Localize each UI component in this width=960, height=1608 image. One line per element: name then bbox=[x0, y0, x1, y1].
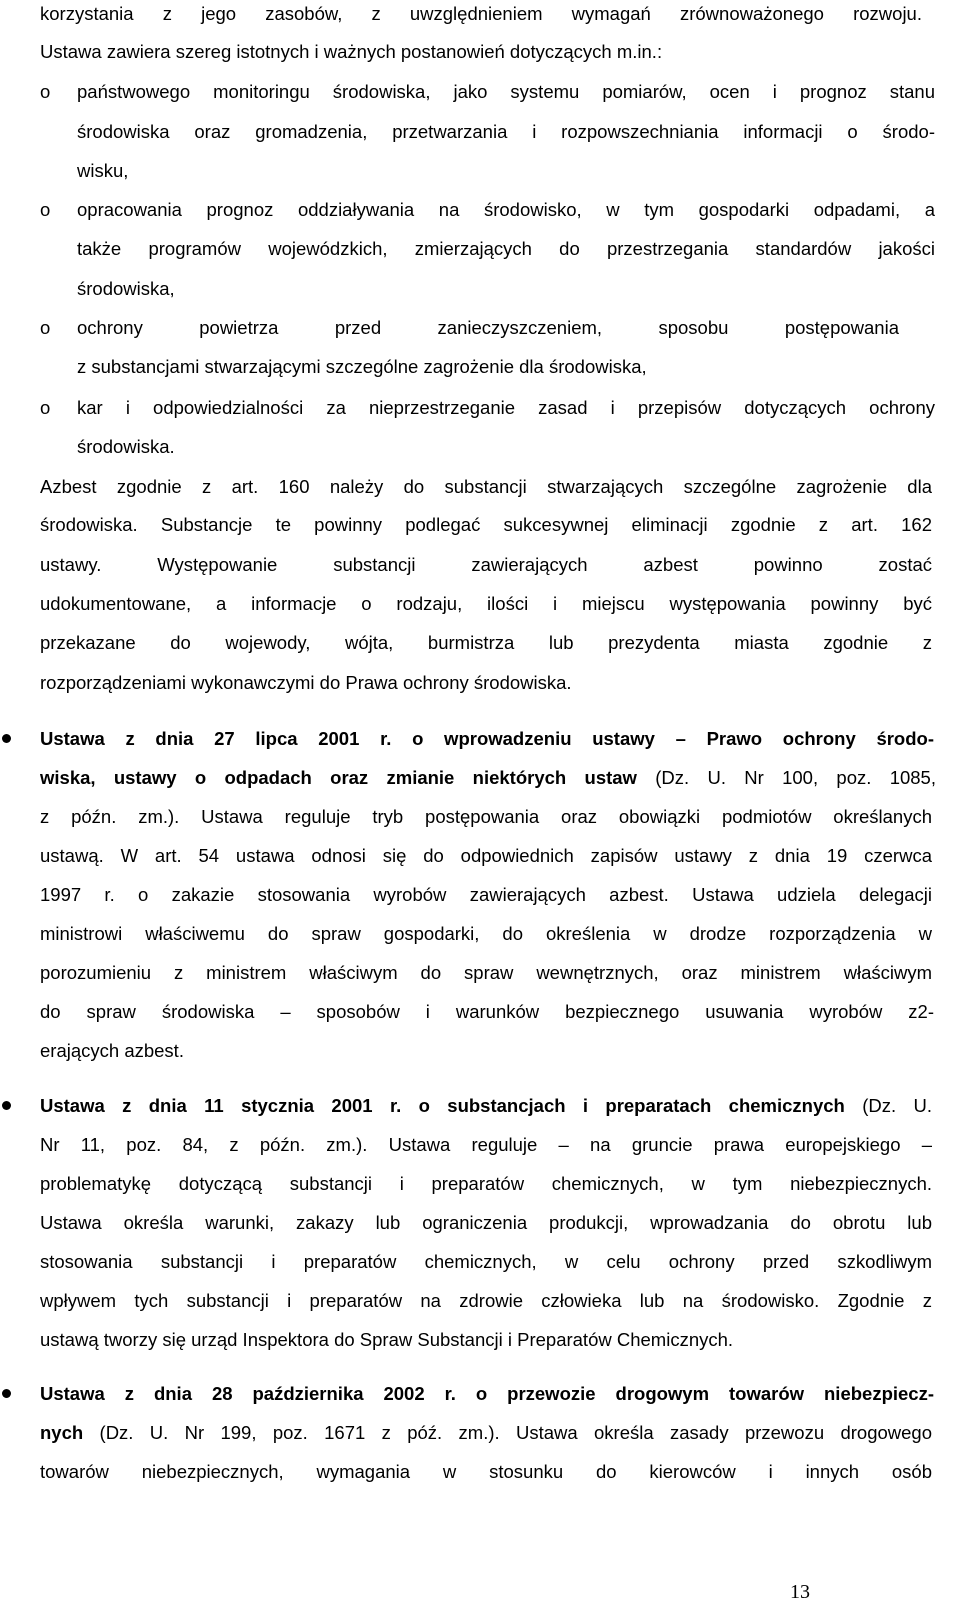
list-item-line: z substancjami stwarzającymi szczególne zagrożenie dla środowiska, bbox=[77, 356, 647, 377]
act-citation: (Dz. U. bbox=[844, 1095, 932, 1116]
intro-line: Ustawa zawiera szereg istotnych i ważnych postanowień dotyczących m.in.: bbox=[40, 41, 663, 62]
paragraph-line: udokumentowane, a informacje o rodzaju, ilości i miejscu występowania powinny być bbox=[40, 593, 932, 614]
act-line: ustawą tworzy się urząd Inspektora do Spraw Substancji i Preparatów Chemicznych. bbox=[40, 1329, 734, 1350]
act-title-continued bbox=[40, 1421, 932, 1445]
paragraph-line: ustawy. Występowanie substancji zawierających azbest powinno zostać bbox=[40, 554, 932, 575]
act-line: porozumieniu z ministrem właściwym do spraw wewnętrznych, oraz ministrem właściwym bbox=[40, 962, 932, 983]
act-title-bold: Ustawa z dnia 11 stycznia 2001 r. o substancjach i preparatach chemicznych bbox=[40, 1095, 845, 1116]
act-title-bold: nych bbox=[40, 1422, 84, 1443]
act-line: ustawą. W art. 54 ustawa odnosi się do odpowiednich zapisów ustawy z dnia 19 czerwca bbox=[40, 845, 932, 866]
intro-line: korzystania z jego zasobów, z uwzględnieniem wymagań zrównoważonego rozwoju. bbox=[40, 3, 922, 24]
sub-bullet-marker: o bbox=[40, 317, 51, 338]
list-item-line: środowiska, bbox=[77, 278, 175, 299]
act-line: 1997 r. o zakazie stosowania wyrobów zawierających azbest. Ustawa udziela delegacji bbox=[40, 884, 932, 905]
act-line: stosowania substancji i preparatów chemicznych, w celu ochrony przed szkodliwym bbox=[40, 1251, 932, 1272]
page-number: 13 bbox=[790, 1581, 810, 1603]
act-line: z późn. zm.). Ustawa reguluje tryb postępowania oraz obowiązki podmiotów określanych bbox=[40, 806, 932, 827]
bullet-dot-icon bbox=[2, 734, 11, 743]
act-line: Ustawa określa warunki, zakazy lub ograniczenia produkcji, wprowadzania do obrotu lub bbox=[40, 1212, 932, 1233]
paragraph-line: przekazane do wojewody, wójta, burmistrza lub prezydenta miasta zgodnie z bbox=[40, 632, 932, 653]
act-title bbox=[40, 1094, 932, 1118]
sub-bullet-marker: o bbox=[40, 397, 51, 418]
list-item-line: środowiska oraz gromadzenia, przetwarzania i rozpowszechniania informacji o środo- bbox=[77, 121, 935, 142]
paragraph-line: środowiska. Substancje te powinny podlegać sukcesywnej eliminacji zgodnie z art. 162 bbox=[40, 514, 932, 535]
paragraph-line: Azbest zgodnie z art. 160 należy do substancji stwarzających szczególne zagrożenie dla bbox=[40, 476, 932, 497]
act-line: towarów niebezpiecznych, wymagania w stosunku do kierowców i innych osób bbox=[40, 1461, 932, 1482]
bullet-dot-icon bbox=[2, 1389, 11, 1398]
act-line: erających azbest. bbox=[40, 1040, 184, 1061]
act-title-bold: wiska, ustawy o odpadach oraz zmianie niektórych ustaw bbox=[40, 767, 637, 788]
act-line: ministrowi właściwemu do spraw gospodarki, do określenia w drodze rozporządzenia w bbox=[40, 923, 932, 944]
sub-bullet-marker: o bbox=[40, 199, 51, 220]
list-item-line: kar i odpowiedzialności za nieprzestrzeganie zasad i przepisów dotyczących ochrony bbox=[77, 397, 935, 418]
sub-bullet-marker: o bbox=[40, 81, 51, 102]
bullet-dot-icon bbox=[2, 1101, 11, 1110]
act-title: Ustawa z dnia 27 lipca 2001 r. o wprowadzeniu ustawy – Prawo ochrony środo- bbox=[40, 728, 934, 749]
act-citation: (Dz. U. Nr 100, poz. 1085, bbox=[636, 767, 936, 788]
list-item-line: środowiska. bbox=[77, 436, 175, 457]
list-item-line: wisku, bbox=[77, 160, 129, 181]
list-item-line: opracowania prognoz oddziaływania na środowisko, w tym gospodarki odpadami, a bbox=[77, 199, 935, 220]
act-title: Ustawa z dnia 28 października 2002 r. o przewozie drogowym towarów niebezpiecz- bbox=[40, 1383, 934, 1404]
act-citation: (Dz. U. Nr 199, poz. 1671 z póź. zm.). Ustawa określa zasady przewozu drogowego bbox=[83, 1422, 932, 1443]
list-item-line: ochrony powietrza przed zanieczyszczeniem, sposobu postępowania bbox=[77, 317, 899, 338]
act-line: do spraw środowiska – sposobów i warunków bezpiecznego usuwania wyrobów z2- bbox=[40, 1001, 934, 1022]
act-line: wpływem tych substancji i preparatów na zdrowie człowieka lub na środowisko. Zgodnie z bbox=[40, 1290, 932, 1311]
list-item-line: państwowego monitoringu środowiska, jako systemu pomiarów, ocen i prognoz stanu bbox=[77, 81, 935, 102]
act-title-continued bbox=[40, 766, 936, 790]
act-line: problematykę dotyczącą substancji i preparatów chemicznych, w tym niebezpiecznych. bbox=[40, 1173, 932, 1194]
paragraph-line: rozporządzeniami wykonawczymi do Prawa ochrony środowiska. bbox=[40, 672, 572, 693]
list-item-line: także programów wojewódzkich, zmierzających do przestrzegania standardów jakości bbox=[77, 238, 935, 259]
act-line: Nr 11, poz. 84, z późn. zm.). Ustawa reguluje – na gruncie prawa europejskiego – bbox=[40, 1134, 932, 1155]
